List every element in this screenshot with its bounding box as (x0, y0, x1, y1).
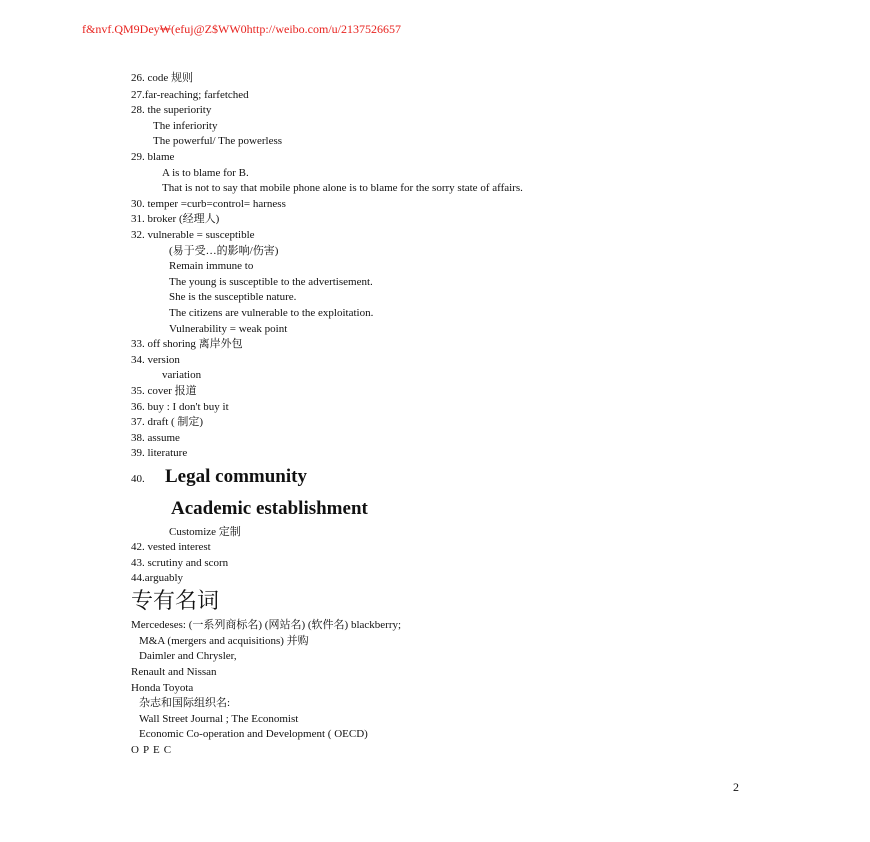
item-26: 26. code 规则 (131, 72, 194, 84)
page-number: 2 (733, 780, 739, 794)
item-30: 30. temper =curb=control= harness (131, 198, 286, 210)
item-27: 27.far-reaching; farfetched (131, 89, 249, 101)
proper-noun-line-8: Economic Co-operation and Development ( OECD) (139, 728, 368, 740)
proper-noun-line-1: Mercedeses: (一系列商标名) (网站名) (软件名) blackberry; (131, 619, 402, 631)
item-32-sub-3: The young is susceptible to the advertisement. (169, 276, 373, 288)
item-29-sub-1: A is to blame for B. (162, 167, 249, 179)
proper-noun-line-5: Honda Toyota (131, 682, 194, 694)
item-28-sub-2: The powerful/ The powerless (153, 135, 283, 147)
proper-noun-line-9: OPEC (131, 744, 176, 756)
item-32-sub-5: The citizens are vulnerable to the exploitation. (169, 307, 374, 319)
item-38: 38. assume (131, 432, 180, 444)
item-32-sub-6: Vulnerability = weak point (169, 323, 288, 335)
section-title-proper-nouns: 专有名词 (131, 589, 220, 614)
item-42: 42. vested interest (131, 541, 211, 553)
item-36: 36. buy : I don't buy it (131, 401, 229, 413)
item-43: 43. scrutiny and scorn (131, 557, 229, 569)
item-44: 44.arguably (131, 572, 184, 584)
item-40-number: 40. (131, 473, 145, 485)
item-37: 37. draft ( 制定) (131, 416, 204, 428)
item-39: 39. literature (131, 447, 188, 459)
item-41: Customize 定制 (169, 526, 241, 538)
proper-noun-line-6: 杂志和国际组织名: (139, 697, 231, 709)
item-32-sub-1: (易于受…的影响/伤害) (169, 245, 279, 257)
item-40-subheading: Academic establishment (171, 498, 368, 519)
item-29: 29. blame (131, 151, 175, 163)
item-35: 35. cover 报道 (131, 385, 197, 397)
item-29-sub-2: That is not to say that mobile phone alone is to blame for the sorry state of affairs. (162, 182, 523, 194)
item-32: 32. vulnerable = susceptible (131, 229, 255, 241)
item-28-sub-1: The inferiority (153, 120, 218, 132)
item-28: 28. the superiority (131, 104, 212, 116)
item-40-heading: Legal community (165, 466, 307, 487)
item-32-sub-4: She is the susceptible nature. (169, 291, 297, 303)
item-32-sub-2: Remain immune to (169, 260, 254, 272)
proper-noun-line-7: Wall Street Journal ; The Economist (139, 713, 299, 725)
item-33: 33. off shoring 离岸外包 (131, 338, 243, 350)
proper-noun-line-4: Renault and Nissan (131, 666, 217, 678)
item-34-sub: variation (162, 369, 202, 381)
item-34: 34. version (131, 354, 180, 366)
header-url-line: f&nvf.QM9Dey₩(efuj@Z$WW0http://weibo.com/u/2137526657 (82, 22, 401, 36)
proper-noun-line-3: Daimler and Chrysler, (139, 650, 237, 662)
item-31: 31. broker (经理人) (131, 213, 220, 225)
proper-noun-line-2: M&A (mergers and acquisitions) 并购 (139, 635, 309, 647)
